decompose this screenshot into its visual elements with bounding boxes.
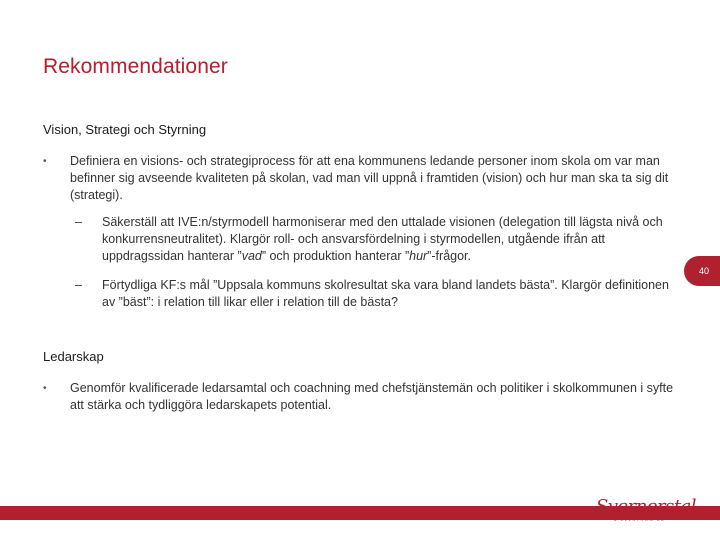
bullet-text: Genomför kvalificerade ledarsamtal och coachning med chefstjänstemän och politiker i skolkommunen i syfte att stärka och tydliggöra ledarskapets potential. <box>70 381 674 412</box>
page-number: 40 <box>698 266 709 276</box>
logo-wordmark: Svernerstal <box>596 496 697 517</box>
section-heading-leadership: Ledarskap <box>43 349 104 364</box>
sub-dash: – <box>75 278 82 292</box>
page-title: Rekommendationer <box>43 55 228 78</box>
sub-bullet-text: Förtydliga KF:s mål ”Uppsala kommuns skolresultat ska vara bland landets bästa”. Klargör definitionen av ”bäst”: i relation till likar eller i relation till de bästa? <box>102 278 669 309</box>
section-heading-vision: Vision, Strategi och Styrning <box>43 122 207 137</box>
sub-bullet-text: Säkerställ att IVE:n/styrmodell harmoniserar med den uttalade visionen (delegation till lägsta nivå och konkurrensneutralitet). Klargör roll- och ansvarsfördelning i styrmodellen, utgående ifrån att uppdragssidan hanterar ”vad” och produktion hanterar ”hur”-frågor. <box>102 215 663 263</box>
page-number-badge <box>684 256 720 286</box>
bullet-dot: • <box>43 156 47 167</box>
bullet-text: Definiera en visions- och strategiprocess för att ena kommunens ledande personer inom skola om var man befinner sig avseende kvaliteten på skolan, vad man vill uppnå i framtiden (vision) och hur man ska ta sig dit (strategi). <box>70 154 669 202</box>
sub-dash: – <box>75 215 82 229</box>
company-logo <box>596 496 697 526</box>
bullet-dot: • <box>43 383 47 394</box>
logo-subtitle: & ELLSTRÖM AB <box>614 517 666 522</box>
